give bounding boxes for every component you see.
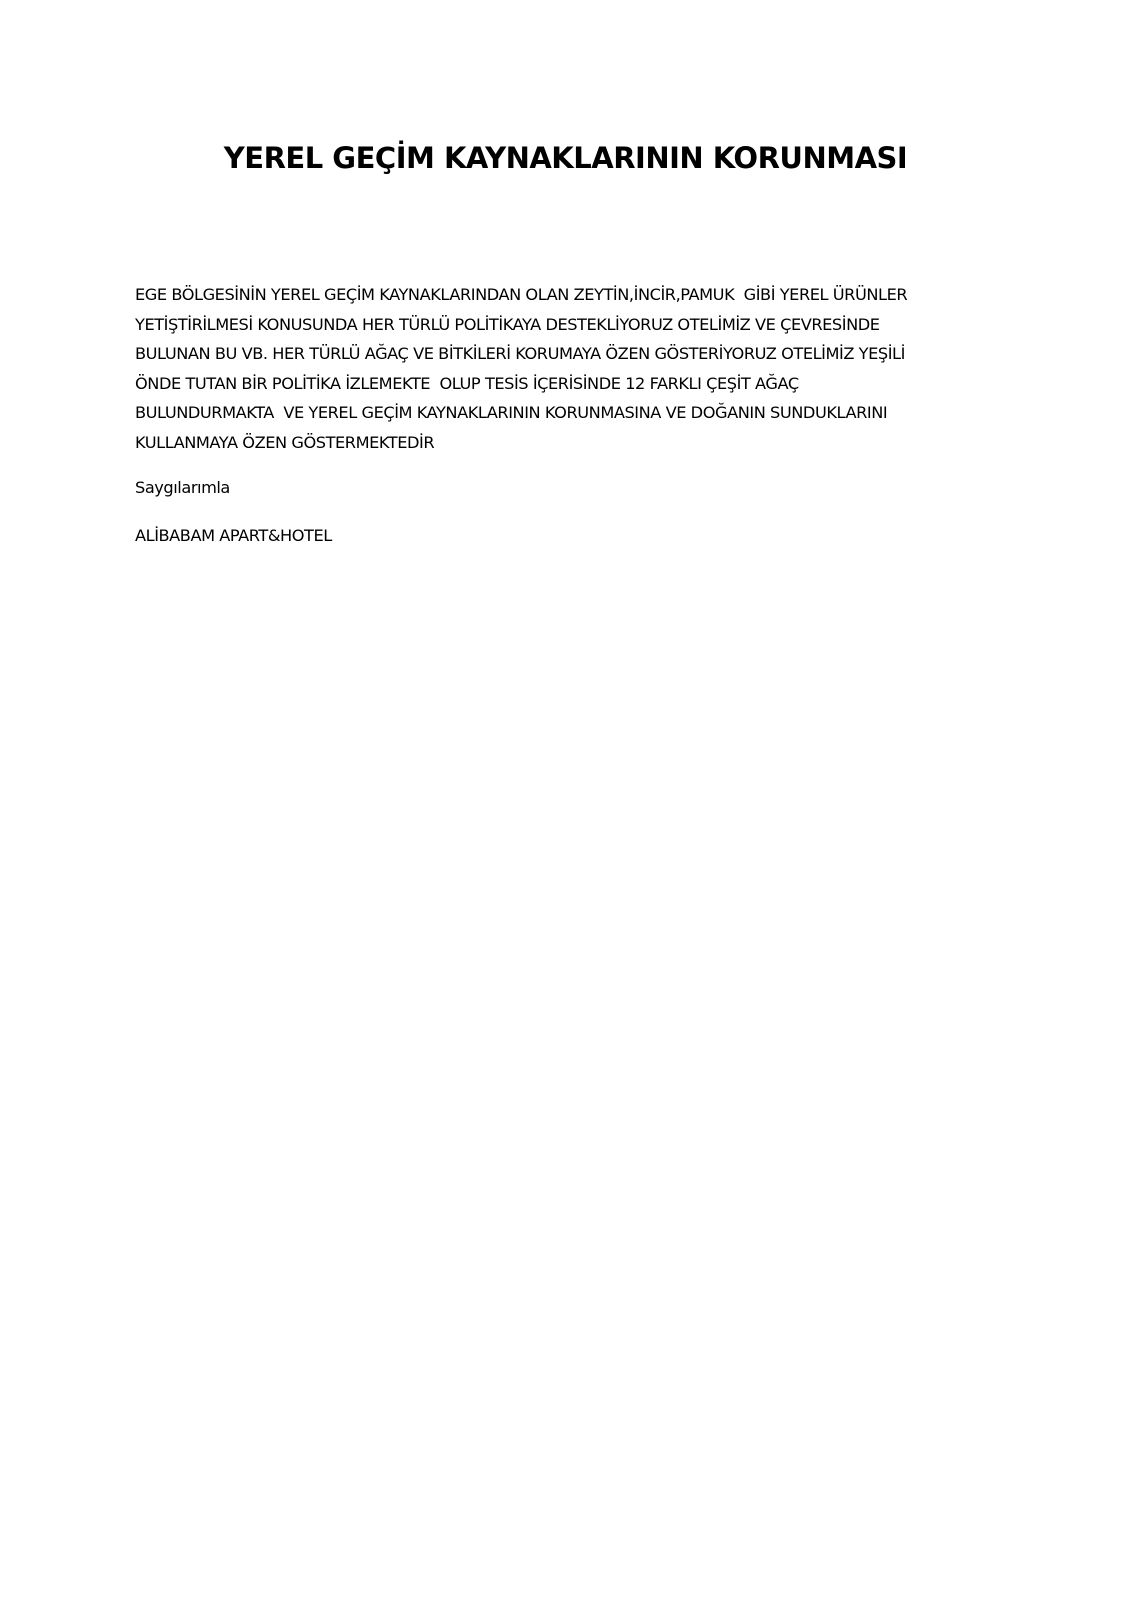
body-line: ÖNDE TUTAN BİR POLİTİKA İZLEMEKTE OLUP TESİS İÇERİSİNDE 12 FARKLI ÇEŞİT AĞAÇ (135, 373, 799, 393)
closing-salutation: Saygılarımla (135, 478, 230, 497)
body-line: YETİŞTİRİLMESİ KONUSUNDA HER TÜRLÜ POLİTİKAYA DESTEKLİYORUZ OTELİMİZ VE ÇEVRESİNDE (135, 314, 880, 334)
body-line: BULUNDURMAKTA VE YEREL GEÇİM KAYNAKLARININ KORUNMASINA VE DOĞANIN SUNDUKLARINI (135, 403, 888, 423)
body-line: BULUNAN BU VB. HER TÜRLÜ AĞAÇ VE BİTKİLERİ KORUMAYA ÖZEN GÖSTERİYORUZ OTELİMİZ YEŞİLİ (135, 344, 905, 364)
signature: ALİBABAM APART&HOTEL (135, 526, 332, 545)
body-line: EGE BÖLGESİNİN YEREL GEÇİM KAYNAKLARINDAN OLAN ZEYTİN,İNCİR,PAMUK GİBİ YEREL ÜRÜNLER (135, 285, 908, 304)
body-paragraph (135, 280, 1015, 458)
body-line: KULLANMAYA ÖZEN GÖSTERMEKTEDİR (135, 432, 435, 452)
page-title: YEREL GEÇİM KAYNAKLARININ KORUNMASI (223, 141, 908, 175)
